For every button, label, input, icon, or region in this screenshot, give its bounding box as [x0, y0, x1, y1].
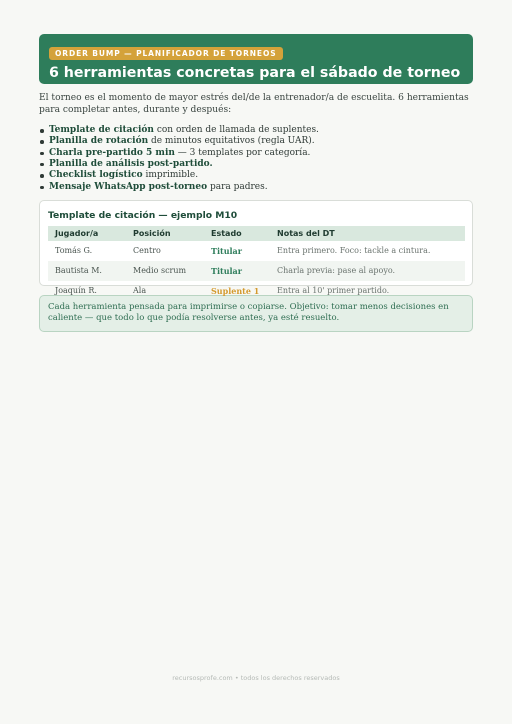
document-page: [39, 34, 473, 332]
column-header-player: Jugador/a: [48, 226, 126, 241]
column-header-notes: Notas del DT: [270, 226, 465, 241]
page-footer: recursosprofe.com • todos los derechos reservados: [172, 674, 340, 682]
tool-name: Mensaje WhatsApp post-torneo: [49, 181, 208, 192]
page-title: 6 herramientas concretas para el sábado de torneo: [49, 65, 461, 81]
player-cell: Tomás G.: [55, 246, 93, 256]
tool-name: Charla pre-partido 5 min: [49, 147, 175, 158]
card-title: Template de citación — ejemplo M10: [48, 209, 238, 221]
tool-detail: con orden de llamada de suplentes.: [153, 125, 319, 136]
column-header-position: Posición: [126, 226, 204, 241]
notes-cell: Charla previa: pase al apoyo.: [270, 261, 465, 281]
callout-note: Cada herramienta pensada para imprimirse o copiarse. Objetivo: tomar menos decisiones en caliente — que todo lo que podía resolverse antes, ya esté resuelto.: [39, 295, 473, 332]
tool-detail: — 3 templates por categoría.: [174, 147, 311, 158]
tool-detail: para padres.: [207, 181, 268, 192]
player-cell: Joaquín R.: [55, 286, 97, 296]
list-item: [39, 182, 473, 193]
eyebrow-badge: ORDER BUMP — PLANIFICADOR DE TORNEOS: [49, 47, 283, 60]
citation-table: [48, 226, 465, 301]
table-header-row: [48, 226, 465, 241]
list-item: [39, 170, 473, 181]
player-cell: Bautista M.: [48, 261, 126, 281]
tool-detail: de minutos equitativos (regla UAR).: [148, 136, 315, 147]
tool-name: Planilla de análisis post-partido.: [49, 158, 213, 169]
tool-name: Checklist logístico: [49, 170, 143, 181]
list-item: [39, 136, 473, 147]
header-banner: [39, 34, 473, 84]
status-cell: Titular: [204, 261, 270, 281]
tools-list: [39, 125, 473, 193]
notes-cell: Entra al 10' primer partido.: [277, 286, 390, 296]
intro-paragraph: El torneo es el momento de mayor estrés del/de la entrenador/a de escuelita. 6 herramientas para completar antes, durante y después:: [39, 93, 469, 115]
position-cell: Ala: [133, 286, 147, 296]
list-item: [39, 159, 473, 170]
tool-detail: imprimible.: [142, 170, 199, 181]
position-cell: Medio scrum: [126, 261, 204, 281]
tool-name: Template de citación: [49, 125, 154, 136]
status-cell: Titular: [211, 245, 242, 256]
position-cell: Centro: [133, 246, 161, 256]
tool-name: Planilla de rotación: [49, 136, 149, 147]
list-item: [39, 125, 473, 136]
citation-template-card: [39, 200, 473, 296]
status-cell: Suplente 1: [211, 285, 260, 296]
list-item: [39, 148, 473, 159]
column-header-status: Estado: [204, 226, 270, 241]
table-row: [48, 241, 465, 261]
notes-cell: Entra primero. Foco: tackle a cintura.: [277, 246, 431, 256]
table-row: [48, 261, 465, 281]
